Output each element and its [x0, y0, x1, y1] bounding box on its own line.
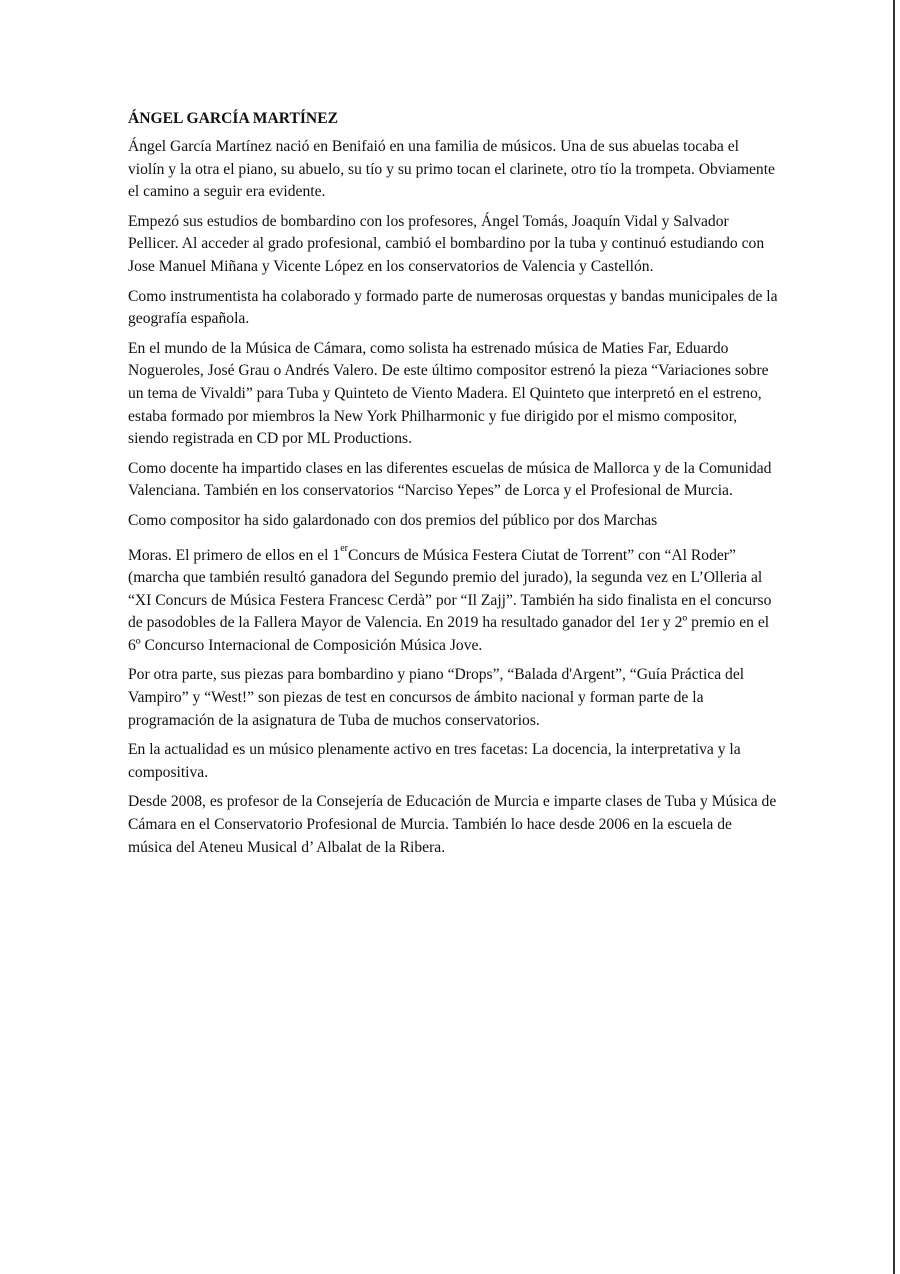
- document-body: [128, 108, 778, 866]
- composer-text-after-ordinal: Concurs de Música Festera Ciutat de Torrent” con “Al Roder” (marcha que también resultó ganadora del Segundo premio del jurado), la segunda vez en L’Olleria al “XI Concurs de Música Festera Francesc Cerdà” por “Il Zajj”. También ha sido finalista en el concurso de pasodobles de la Fallera Mayor de Valencia. En 2019 ha resultado ganador del 1er y 2º premio en el 6º Concurso Internacional de Composición Música Jove.: [128, 546, 772, 654]
- paragraph-chamber-music: En el mundo de la Música de Cámara, como solista ha estrenado música de Maties Far, Eduardo Nogueroles, José Grau o Andrés Valero. De este último compositor estrenó la pieza “Variaciones sobre un tema de Vivaldi” para Tuba y Quinteto de Viento Madera. El Quinteto que interpretó en el estreno, estaba formado por miembros la New York Philharmonic y fue dirigido por el mismo compositor, siendo registrada en CD por ML Productions.: [128, 339, 769, 448]
- paragraph-current-position: Desde 2008, es profesor de la Consejería de Educación de Murcia e imparte clases de Tuba y Música de Cámara en el Conservatorio Profesional de Murcia. También lo hace desde 2006 en la escuela de música del Ateneu Musical d’ Albalat de la Ribera.: [128, 793, 777, 856]
- paragraph-composer-awards: [128, 542, 778, 658]
- paragraph-teaching: Como docente ha impartido clases en las diferentes escuelas de música de Mallorca y de la Comunidad Valenciana. También en los conservatorios “Narciso Yepes” de Lorca y el Profesional de Murcia.: [128, 459, 772, 500]
- ordinal-superscript: er: [340, 542, 348, 554]
- paragraph-instrumentalist: Como instrumentista ha colaborado y formado parte de numerosas orquestas y bandas municipales de la geografía española.: [128, 287, 778, 328]
- paragraph-family: Ángel García Martínez nació en Benifaió en una familia de músicos. Una de sus abuelas tocaba el violín y la otra el piano, su abuelo, su tío y su primo tocan el clarinete, otro tío la trompeta. Obviamente el camino a seguir era evidente.: [128, 138, 775, 201]
- document-title: ÁNGEL GARCÍA MARTÍNEZ: [128, 110, 338, 127]
- paragraph-current-activity: En la actualidad es un músico plenamente activo en tres facetas: La docencia, la interpretativa y la compositiva.: [128, 741, 741, 781]
- paragraph-studies: Empezó sus estudios de bombardino con los profesores, Ángel Tomás, Joaquín Vidal y Salvador Pellicer. Al acceder al grado profesional, cambió el bombardino por la tuba y continuó estudiando con Jose Manuel Miñana y Vicente López en los conservatorios de Valencia y Castellón.: [128, 212, 765, 275]
- composer-text-before-ordinal: Moras. El primero de ellos en el 1: [128, 546, 341, 564]
- paragraph-composer-intro: Como compositor ha sido galardonado con dos premios del público por dos Marchas: [128, 511, 658, 529]
- paragraph-pieces: Por otra parte, sus piezas para bombardino y piano “Drops”, “Balada d'Argent”, “Guía Práctica del Vampiro” y “West!” son piezas de test en concursos de ámbito nacional y forman parte de la programación de la asignatura de Tuba de muchos conservatorios.: [128, 666, 745, 729]
